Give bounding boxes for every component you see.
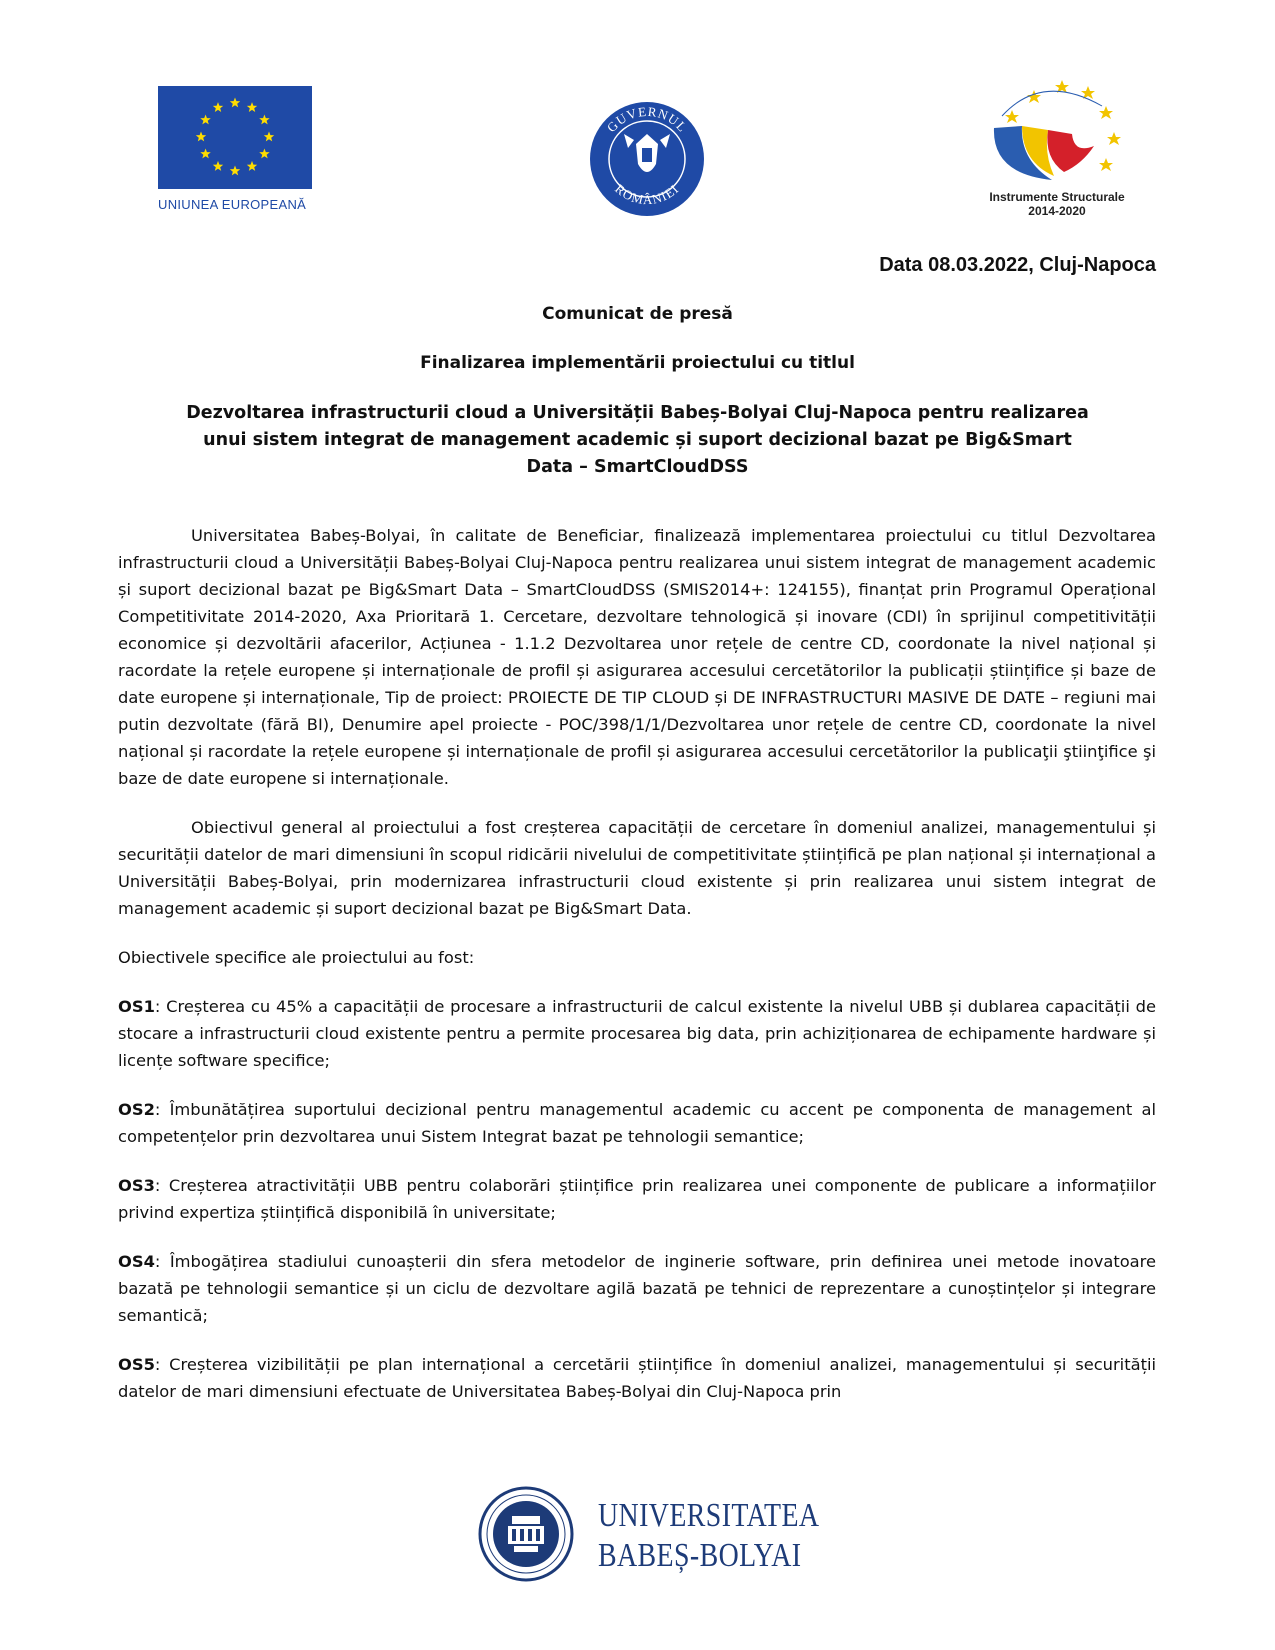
paragraph-specific-objectives-heading: Obiectivele specifice ale proiectului au fost: <box>118 948 475 967</box>
objective-item <box>118 1172 1156 1226</box>
ubb-line2: BABEȘ-BOLYAI <box>598 1537 802 1574</box>
objective-item <box>118 1351 1156 1405</box>
government-seal-icon <box>588 100 706 218</box>
objective-code: OS2 <box>118 1100 155 1119</box>
objective-text: : Creșterea cu 45% a capacității de procesare a infrastructurii de calcul existente la nivelul UBB și dublarea capacității de stocare a infrastructurii cloud existente pentru a permite procesarea big data, prin achiziționarea de echipamente hardware și licențe software specifice; <box>118 997 1156 1070</box>
objective-text: : Îmbunătățirea suportului decizional pentru managementul academic cu accent pe componenta de management al competențelor prin dezvoltarea unui Sistem Integrat bazat pe tehnologii semantice; <box>118 1100 1156 1146</box>
objective-code: OS1 <box>118 997 155 1016</box>
eu-flag-icon <box>158 86 312 189</box>
objective-code: OS3 <box>118 1176 155 1195</box>
objective-item <box>118 993 1156 1074</box>
objective-item <box>118 1248 1156 1329</box>
sf-caption-line2: 2014-2020 <box>1028 204 1086 218</box>
gov-text-bottom: ROMÂNIEI <box>612 180 682 208</box>
ubb-wordmark <box>598 1496 819 1576</box>
eu-star <box>264 132 274 142</box>
eu-star <box>213 161 223 171</box>
eu-star <box>259 115 270 125</box>
eu-star <box>200 149 211 159</box>
structural-instruments-logo <box>972 76 1142 218</box>
ubb-seal-icon <box>478 1486 574 1582</box>
sf-caption-line1: Instrumente Structurale <box>989 190 1125 204</box>
paragraph-general-objective: Obiectivul general al proiectului a fost creșterea capacității de cercetare în domeniul analizei, managementului și securității datelor de mari dimensiuni în scopul ridicării nivelului de competitivitate științifică pe plan național și internațional a Universității Babeș-Bolyai, prin modernizarea infrastructurii cloud existente și prin realizarea unui sistem integrat de management academic și suport decizional bazat pe Big&Smart Data. <box>118 818 1156 918</box>
eu-logo <box>158 86 312 212</box>
ubb-line1: UNIVERSITATEA <box>598 1497 820 1534</box>
project-title <box>0 400 1275 481</box>
eu-star <box>196 132 206 142</box>
eu-star <box>230 166 240 176</box>
eu-star <box>247 102 257 112</box>
press-date: Data 08.03.2022, Cluj-Napoca <box>879 254 1156 276</box>
structural-instruments-icon <box>982 76 1132 186</box>
ubb-logo <box>478 1486 818 1586</box>
gov-text-top: GUVERNUL <box>603 103 691 136</box>
eu-star <box>230 98 240 108</box>
document-subtitle: Finalizarea implementării proiectului cu titlul <box>420 353 855 373</box>
objective-code: OS4 <box>118 1252 155 1271</box>
eu-caption: UNIUNEA EUROPEANĂ <box>158 197 307 212</box>
logo-strip <box>0 0 1275 240</box>
document-body <box>118 522 1156 1427</box>
eu-star <box>200 115 211 125</box>
eu-star <box>247 161 257 171</box>
objective-text: : Creșterea atractivității UBB pentru colaborări științifice prin realizarea unei componente de publicare a informațiilor privind expertiza științifică disponibilă în universitate; <box>118 1176 1156 1222</box>
document-title: Comunicat de presă <box>542 304 733 324</box>
eu-star <box>213 102 223 112</box>
paragraph-intro: Universitatea Babeș-Bolyai, în calitate de Beneficiar, finalizează implementarea proiectului cu titlul Dezvoltarea infrastructurii cloud a Universității Babeș-Bolyai Cluj-Napoca pentru realizarea unui sistem integrat de management academic și suport decizional bazat pe Big&Smart Data – SmartCloudDSS (SMIS2014+: 124155), finanțat prin Programul Operațional Competitivitate 2014-2020, Axa Prioritară 1. Cercetare, dezvoltare tehnologică și inovare (CDI) în sprijinul competitivității economice și dezvoltării afacerilor, Acțiunea - 1.1.2 Dezvoltarea unor rețele de centre CD, coordonate la nivel național și racordate la rețele europene și internaționale de profil și asigurarea accesului cercetătorilor la publicații științifice și baze de date europene și internaționale, Tip de proiect: PROIECTE DE TIP CLOUD și DE INFRASTRUCTURI MASIVE DE DATE – regiuni mai putin dezvoltate (fără BI), Denumire apel proiecte - POC/398/1/1/Dezvoltarea unor rețele de centre CD, coordonate la nivel național și racordate la rețele europene și internaționale de profil și asigurarea accesului cercetătorilor la publicaţii ştiinţifice şi baze de date europene si internaționale. <box>118 526 1156 788</box>
project-title-text: Dezvoltarea infrastructurii cloud a Universității Babeș-Bolyai Cluj-Napoca pentru realizarea unui sistem integrat de management academic și suport decizional bazat pe Big&Smart Data – SmartCloudDSS <box>186 403 1089 477</box>
objective-text: : Creșterea vizibilității pe plan internațional a cercetării științifice în domeniul analizei, managementului și securității datelor de mari dimensiuni efectuate de Universitatea Babeș-Bolyai din Cluj-Napoca prin <box>118 1355 1156 1401</box>
objective-code: OS5 <box>118 1355 155 1374</box>
objective-text: : Îmbogățirea stadiului cunoașterii din sfera metodelor de inginerie software, prin definirea unei metode inovatoare bazată pe tehnologii semantice și un ciclu de dezvoltare agilă bazată pe tehnici de reprezentare a cunoștințelor și integrare semantică; <box>118 1252 1156 1325</box>
objective-item <box>118 1096 1156 1150</box>
eu-star <box>259 149 270 159</box>
objectives-list <box>118 993 1156 1405</box>
